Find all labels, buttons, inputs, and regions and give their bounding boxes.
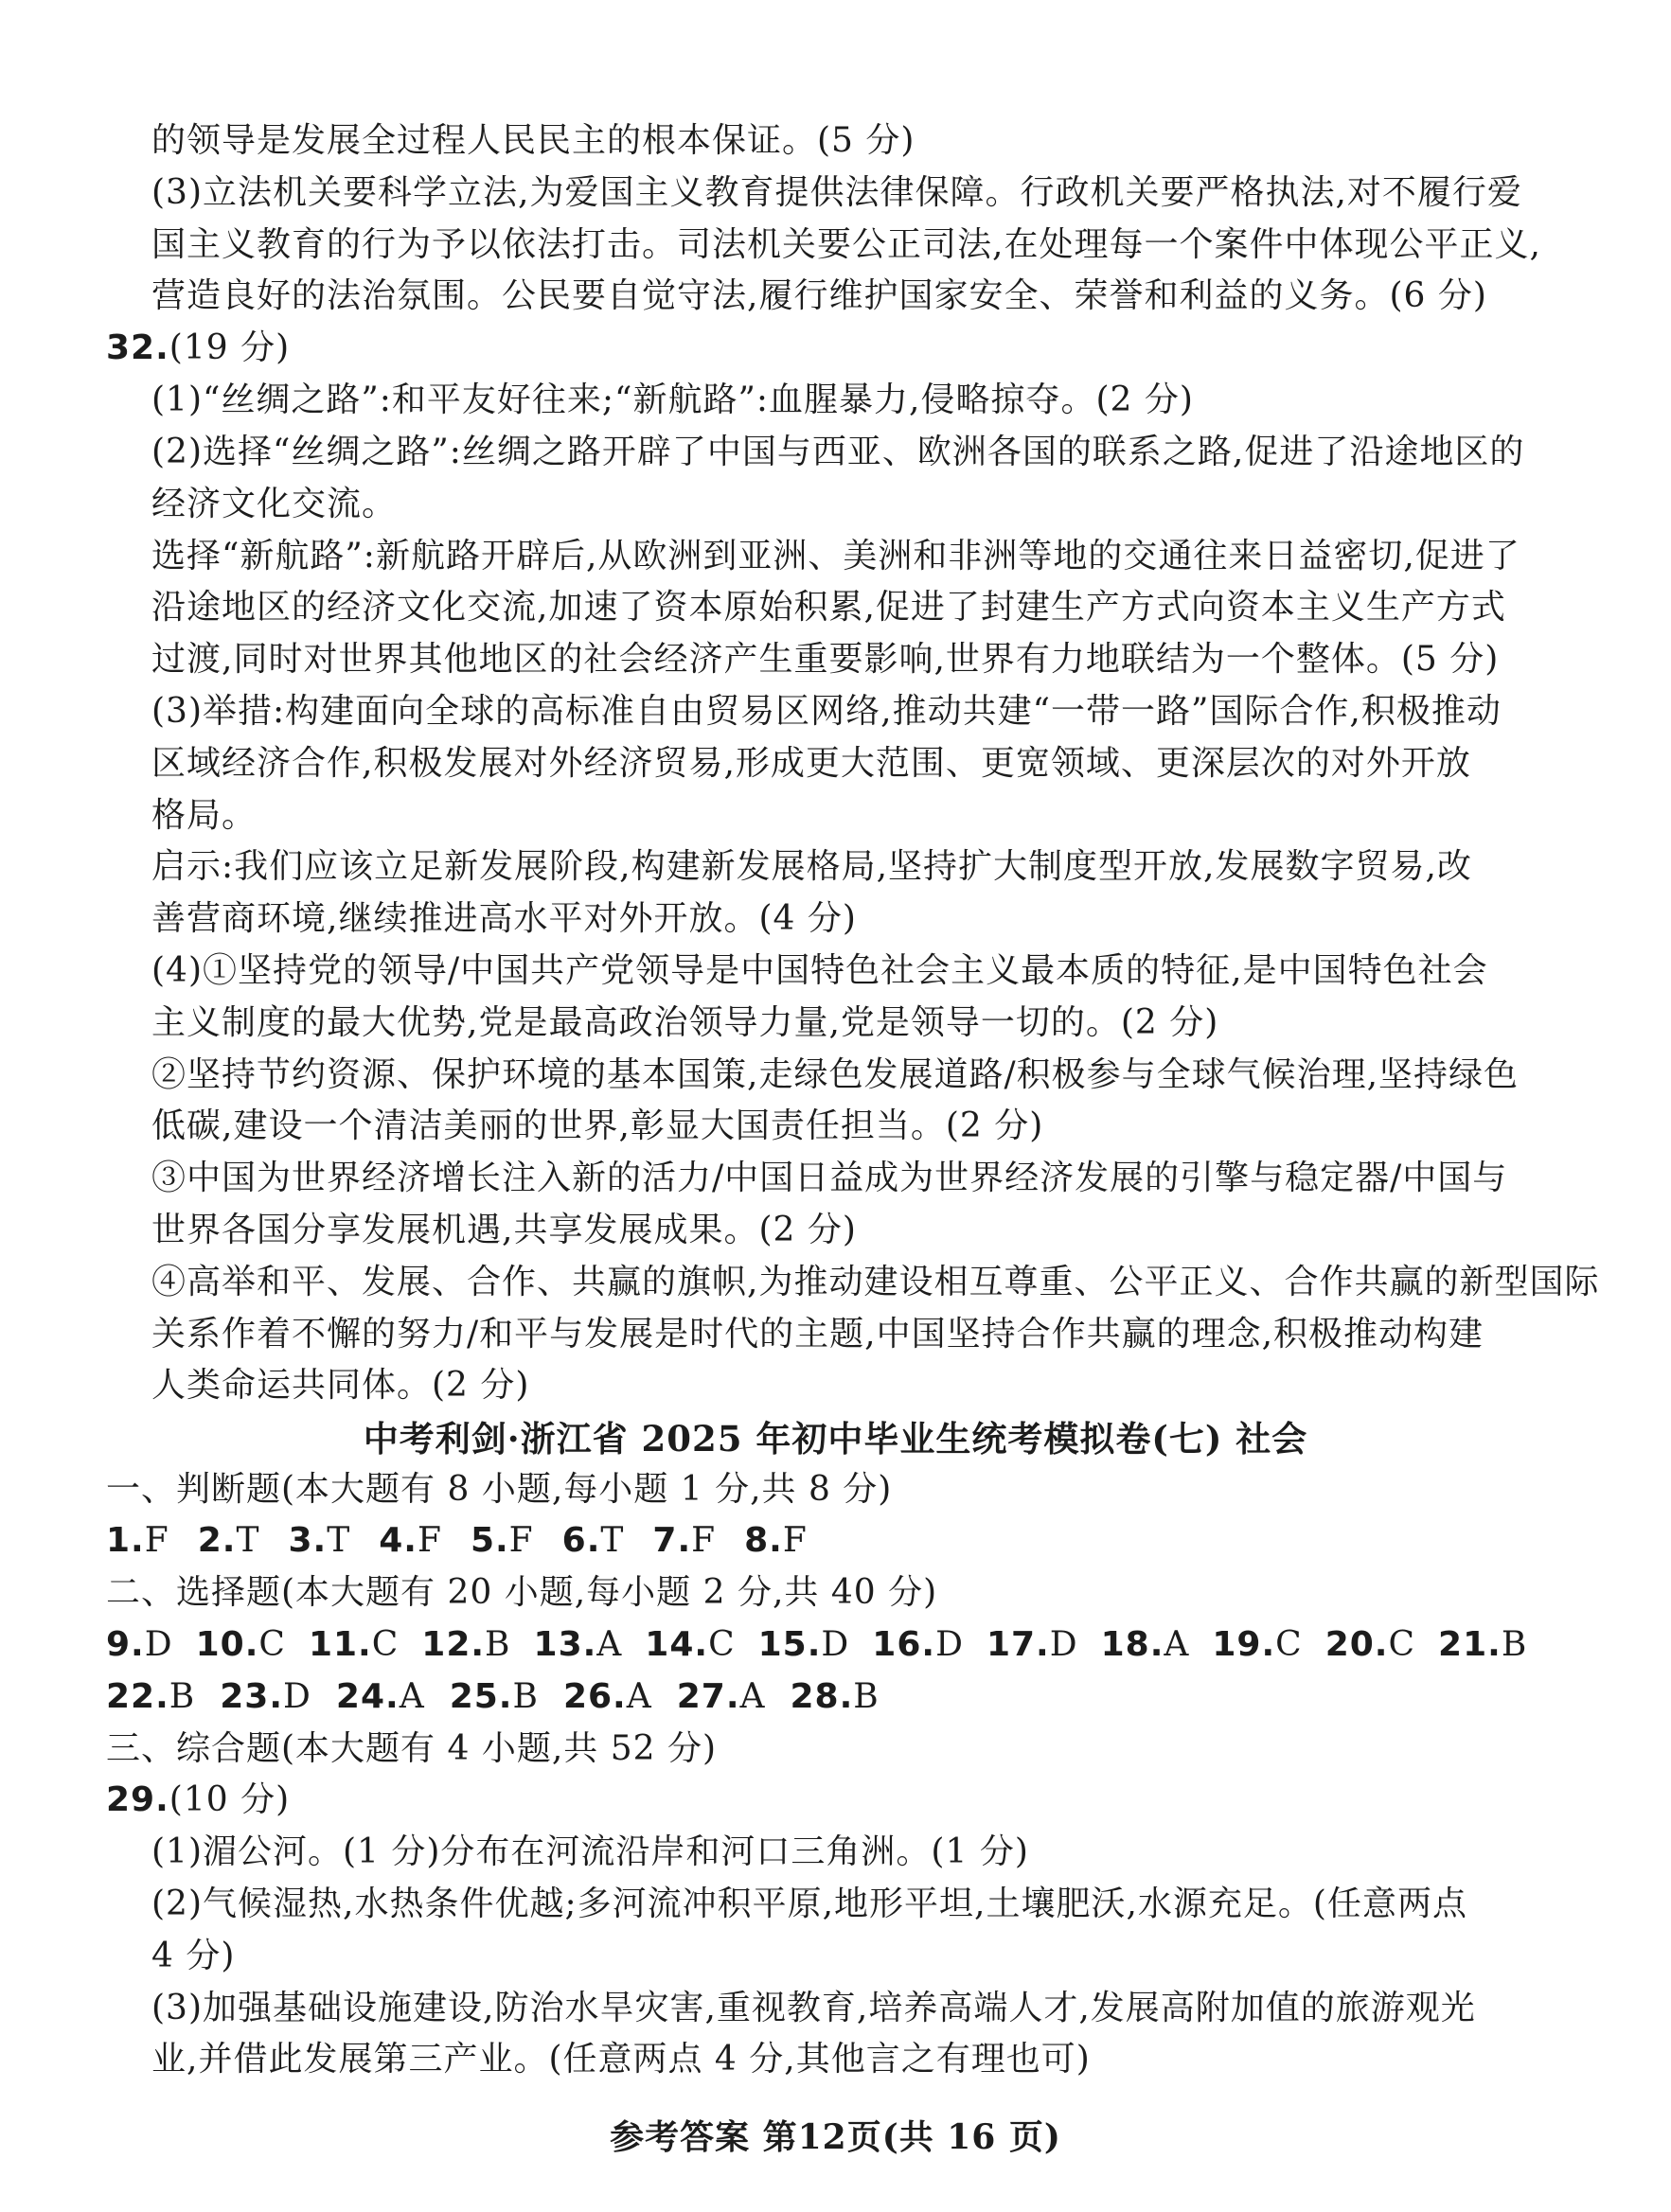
- answer-number: 4.: [379, 1521, 418, 1560]
- answer-number: 25.: [449, 1677, 513, 1716]
- answer-item: [196, 1625, 286, 1664]
- text-line: (3)加强基础设施建设,防治水旱灾害,重视教育,培养高端人才,发展高附加值的旅游观光: [151, 1989, 1476, 2027]
- text-line: (3)举措:构建面向全球的高标准自由贸易区网络,推动共建“一带一路”国际合作,积极推动: [151, 692, 1502, 731]
- answer-number: 20.: [1324, 1625, 1389, 1664]
- answer-item: [872, 1625, 964, 1664]
- text-line: 人类命运共同体。(2 分): [151, 1366, 530, 1405]
- answer-item: [309, 1625, 399, 1664]
- text-line: ④高举和平、发展、合作、共赢的旗帜,为推动建设相互尊重、公平正义、合作共赢的新型国际: [151, 1263, 1600, 1301]
- section-heading: 二、选择题(本大题有 20 小题,每小题 2 分,共 40 分): [106, 1573, 938, 1612]
- answer-number: 23.: [220, 1677, 284, 1716]
- answer-value: B: [485, 1625, 511, 1664]
- answer-value: F: [508, 1521, 534, 1560]
- answer-item: [336, 1677, 425, 1716]
- question-number: 29.: [106, 1780, 169, 1819]
- answer-row: [106, 1676, 1555, 1718]
- answer-number: 22.: [106, 1677, 169, 1716]
- text-line: (1)“丝绸之路”:和平友好往来;“新航路”:血腥暴力,侵略掠夺。(2 分): [151, 380, 1194, 419]
- answer-value: A: [626, 1677, 652, 1716]
- answer-number: 18.: [1100, 1625, 1164, 1664]
- text-line: ③中国为世界经济增长注入新的活力/中国日益成为世界经济发展的引擎与稳定器/中国与: [151, 1159, 1508, 1197]
- answer-value: A: [399, 1677, 425, 1716]
- answer-item: [1101, 1625, 1190, 1664]
- answer-number: 7.: [652, 1521, 692, 1560]
- answer-item: [677, 1677, 766, 1716]
- text-line: (4)①坚持党的领导/中国共产党领导是中国特色社会主义最本质的特征,是中国特色社会: [151, 951, 1488, 990]
- answer-item: [563, 1677, 652, 1716]
- answer-number: 26.: [562, 1677, 627, 1716]
- section-heading: 三、综合题(本大题有 4 小题,共 52 分): [106, 1729, 718, 1768]
- answer-value: F: [144, 1521, 169, 1560]
- answer-value: A: [1164, 1625, 1190, 1664]
- answer-item: [1212, 1625, 1302, 1664]
- answer-number: 1.: [106, 1521, 145, 1560]
- text-line: (3)立法机关要科学立法,为爱国主义教育提供法律保障。行政机关要严格执法,对不履行爱: [151, 173, 1522, 212]
- text-line: 选择“新航路”:新航路开辟后,从欧洲到亚洲、美洲和非洲等地的交通往来日益密切,促进了: [151, 537, 1520, 575]
- answer-number: 6.: [561, 1521, 601, 1560]
- answer-number: 8.: [744, 1521, 783, 1560]
- answer-number: 10.: [195, 1625, 259, 1664]
- answer-value: D: [283, 1677, 311, 1716]
- answer-value: B: [1501, 1625, 1528, 1664]
- answer-number: 11.: [308, 1625, 372, 1664]
- answer-value: B: [169, 1677, 196, 1716]
- answer-value: T: [236, 1521, 260, 1560]
- answer-number: 19.: [1212, 1625, 1276, 1664]
- answer-item: [744, 1521, 808, 1560]
- page-footer: 参考答案 第12页(共 16 页): [610, 2117, 1061, 2157]
- answer-number: 28.: [790, 1677, 854, 1716]
- answer-item: [421, 1625, 510, 1664]
- text-line: 业,并借此发展第三产业。(任意两点 4 分,其他言之有理也可): [151, 2040, 1091, 2079]
- answer-value: T: [327, 1521, 351, 1560]
- answer-item: [562, 1521, 625, 1560]
- answer-value: F: [417, 1521, 442, 1560]
- text-line: 国主义教育的行为予以依法打击。司法机关要公正司法,在处理每一个案件中体现公平正义,: [151, 225, 1541, 264]
- answer-item: [198, 1521, 260, 1560]
- answer-number: 16.: [872, 1625, 936, 1664]
- answer-row: [106, 1624, 1555, 1666]
- answer-value: A: [596, 1625, 623, 1664]
- answer-value: F: [782, 1521, 808, 1560]
- answer-number: 12.: [421, 1625, 486, 1664]
- text-line: 沿途地区的经济文化交流,加速了资本原始积累,促进了封建生产方式向资本主义生产方式: [151, 588, 1506, 627]
- section-heading: 一、判断题(本大题有 8 小题,每小题 1 分,共 8 分): [106, 1470, 893, 1509]
- text-line: 关系作着不懈的努力/和平与发展是时代的主题,中国坚持合作共赢的理念,积极推动构建: [151, 1315, 1484, 1354]
- answer-item: [1325, 1625, 1415, 1664]
- text-line: 低碳,建设一个清洁美丽的世界,彰显大国责任担当。(2 分): [151, 1106, 1044, 1145]
- answer-value: D: [935, 1625, 964, 1664]
- text-line: 4 分): [151, 1937, 236, 1975]
- text-line: 启示:我们应该立足新发展阶段,构建新发展格局,坚持扩大制度型开放,发展数字贸易,改: [151, 847, 1472, 886]
- answer-item: [791, 1677, 880, 1716]
- question-header: [106, 1779, 1555, 1821]
- answer-value: C: [1388, 1625, 1416, 1664]
- text-line: (2)选择“丝绸之路”:丝绸之路开辟了中国与西亚、欧洲各国的联系之路,促进了沿途地区的: [151, 433, 1525, 471]
- answer-value: F: [691, 1521, 717, 1560]
- answer-item: [758, 1625, 850, 1664]
- answer-value: C: [1275, 1625, 1303, 1664]
- answer-item: [1438, 1625, 1527, 1664]
- answer-value: C: [258, 1625, 286, 1664]
- answer-row: [106, 1520, 1555, 1562]
- question-header: [106, 327, 1555, 369]
- text-line: 的领导是发展全过程人民民主的根本保证。(5 分): [151, 121, 915, 160]
- answer-number: 3.: [288, 1521, 328, 1560]
- text-line: 主义制度的最大优势,党是最高政治领导力量,党是领导一切的。(2 分): [151, 1003, 1219, 1042]
- answer-number: 27.: [676, 1677, 740, 1716]
- answer-number: 15.: [757, 1625, 822, 1664]
- answer-number: 2.: [197, 1521, 237, 1560]
- answer-item: [106, 1625, 173, 1664]
- question-score: (19 分): [169, 328, 291, 367]
- answer-item: [450, 1677, 539, 1716]
- answer-item: [379, 1521, 442, 1560]
- text-line: 世界各国分享发展机遇,共享发展成果。(2 分): [151, 1211, 857, 1249]
- answer-value: D: [821, 1625, 850, 1664]
- text-line: 区域经济合作,积极发展对外经济贸易,形成更大范围、更宽领域、更深层次的对外开放: [151, 744, 1471, 783]
- answer-item: [106, 1677, 195, 1716]
- answer-item: [652, 1521, 716, 1560]
- text-line: 经济文化交流。: [151, 485, 398, 523]
- answer-number: 24.: [335, 1677, 400, 1716]
- text-line: 善营商环境,继续推进高水平对外开放。(4 分): [151, 899, 857, 938]
- question-score: (10 分): [169, 1780, 291, 1819]
- text-line: 过渡,同时对世界其他地区的社会经济产生重要影响,世界有力地联结为一个整体。(5 分): [151, 640, 1500, 679]
- answer-value: B: [853, 1677, 880, 1716]
- answer-value: D: [1049, 1625, 1078, 1664]
- answer-number: 21.: [1438, 1625, 1502, 1664]
- answer-item: [534, 1625, 623, 1664]
- answer-item: [220, 1677, 311, 1716]
- answer-number: 14.: [645, 1625, 709, 1664]
- question-number: 32.: [106, 328, 169, 367]
- text-line: (2)气候湿热,水热条件优越;多河流冲积平原,地形平坦,土壤肥沃,水源充足。(任意两点: [151, 1885, 1467, 1923]
- answer-item: [288, 1521, 350, 1560]
- exam-title: 中考利剑·浙江省 2025 年初中毕业生统考模拟卷(七) 社会: [363, 1418, 1308, 1460]
- text-line: (1)湄公河。(1 分)分布在河流沿岸和河口三角洲。(1 分): [151, 1832, 1029, 1871]
- answer-value: D: [144, 1625, 173, 1664]
- answer-item: [106, 1521, 169, 1560]
- answer-number: 13.: [533, 1625, 597, 1664]
- answer-item: [645, 1625, 735, 1664]
- answer-value: A: [739, 1677, 766, 1716]
- answer-value: B: [512, 1677, 539, 1716]
- text-line: 格局。: [151, 796, 258, 835]
- answer-number: 9.: [106, 1625, 145, 1664]
- answer-number: 5.: [470, 1521, 509, 1560]
- text-line: 营造良好的法治氛围。公民要自觉守法,履行维护国家安全、荣誉和利益的义务。(6 分): [151, 276, 1487, 315]
- text-line: ②坚持节约资源、保护环境的基本国策,走绿色发展道路/积极参与全球气候治理,坚持绿色: [151, 1055, 1520, 1094]
- answer-value: C: [371, 1625, 400, 1664]
- answer-item: [987, 1625, 1078, 1664]
- answer-number: 17.: [986, 1625, 1050, 1664]
- answer-value: T: [600, 1521, 625, 1560]
- answer-value: C: [708, 1625, 736, 1664]
- answer-item: [471, 1521, 534, 1560]
